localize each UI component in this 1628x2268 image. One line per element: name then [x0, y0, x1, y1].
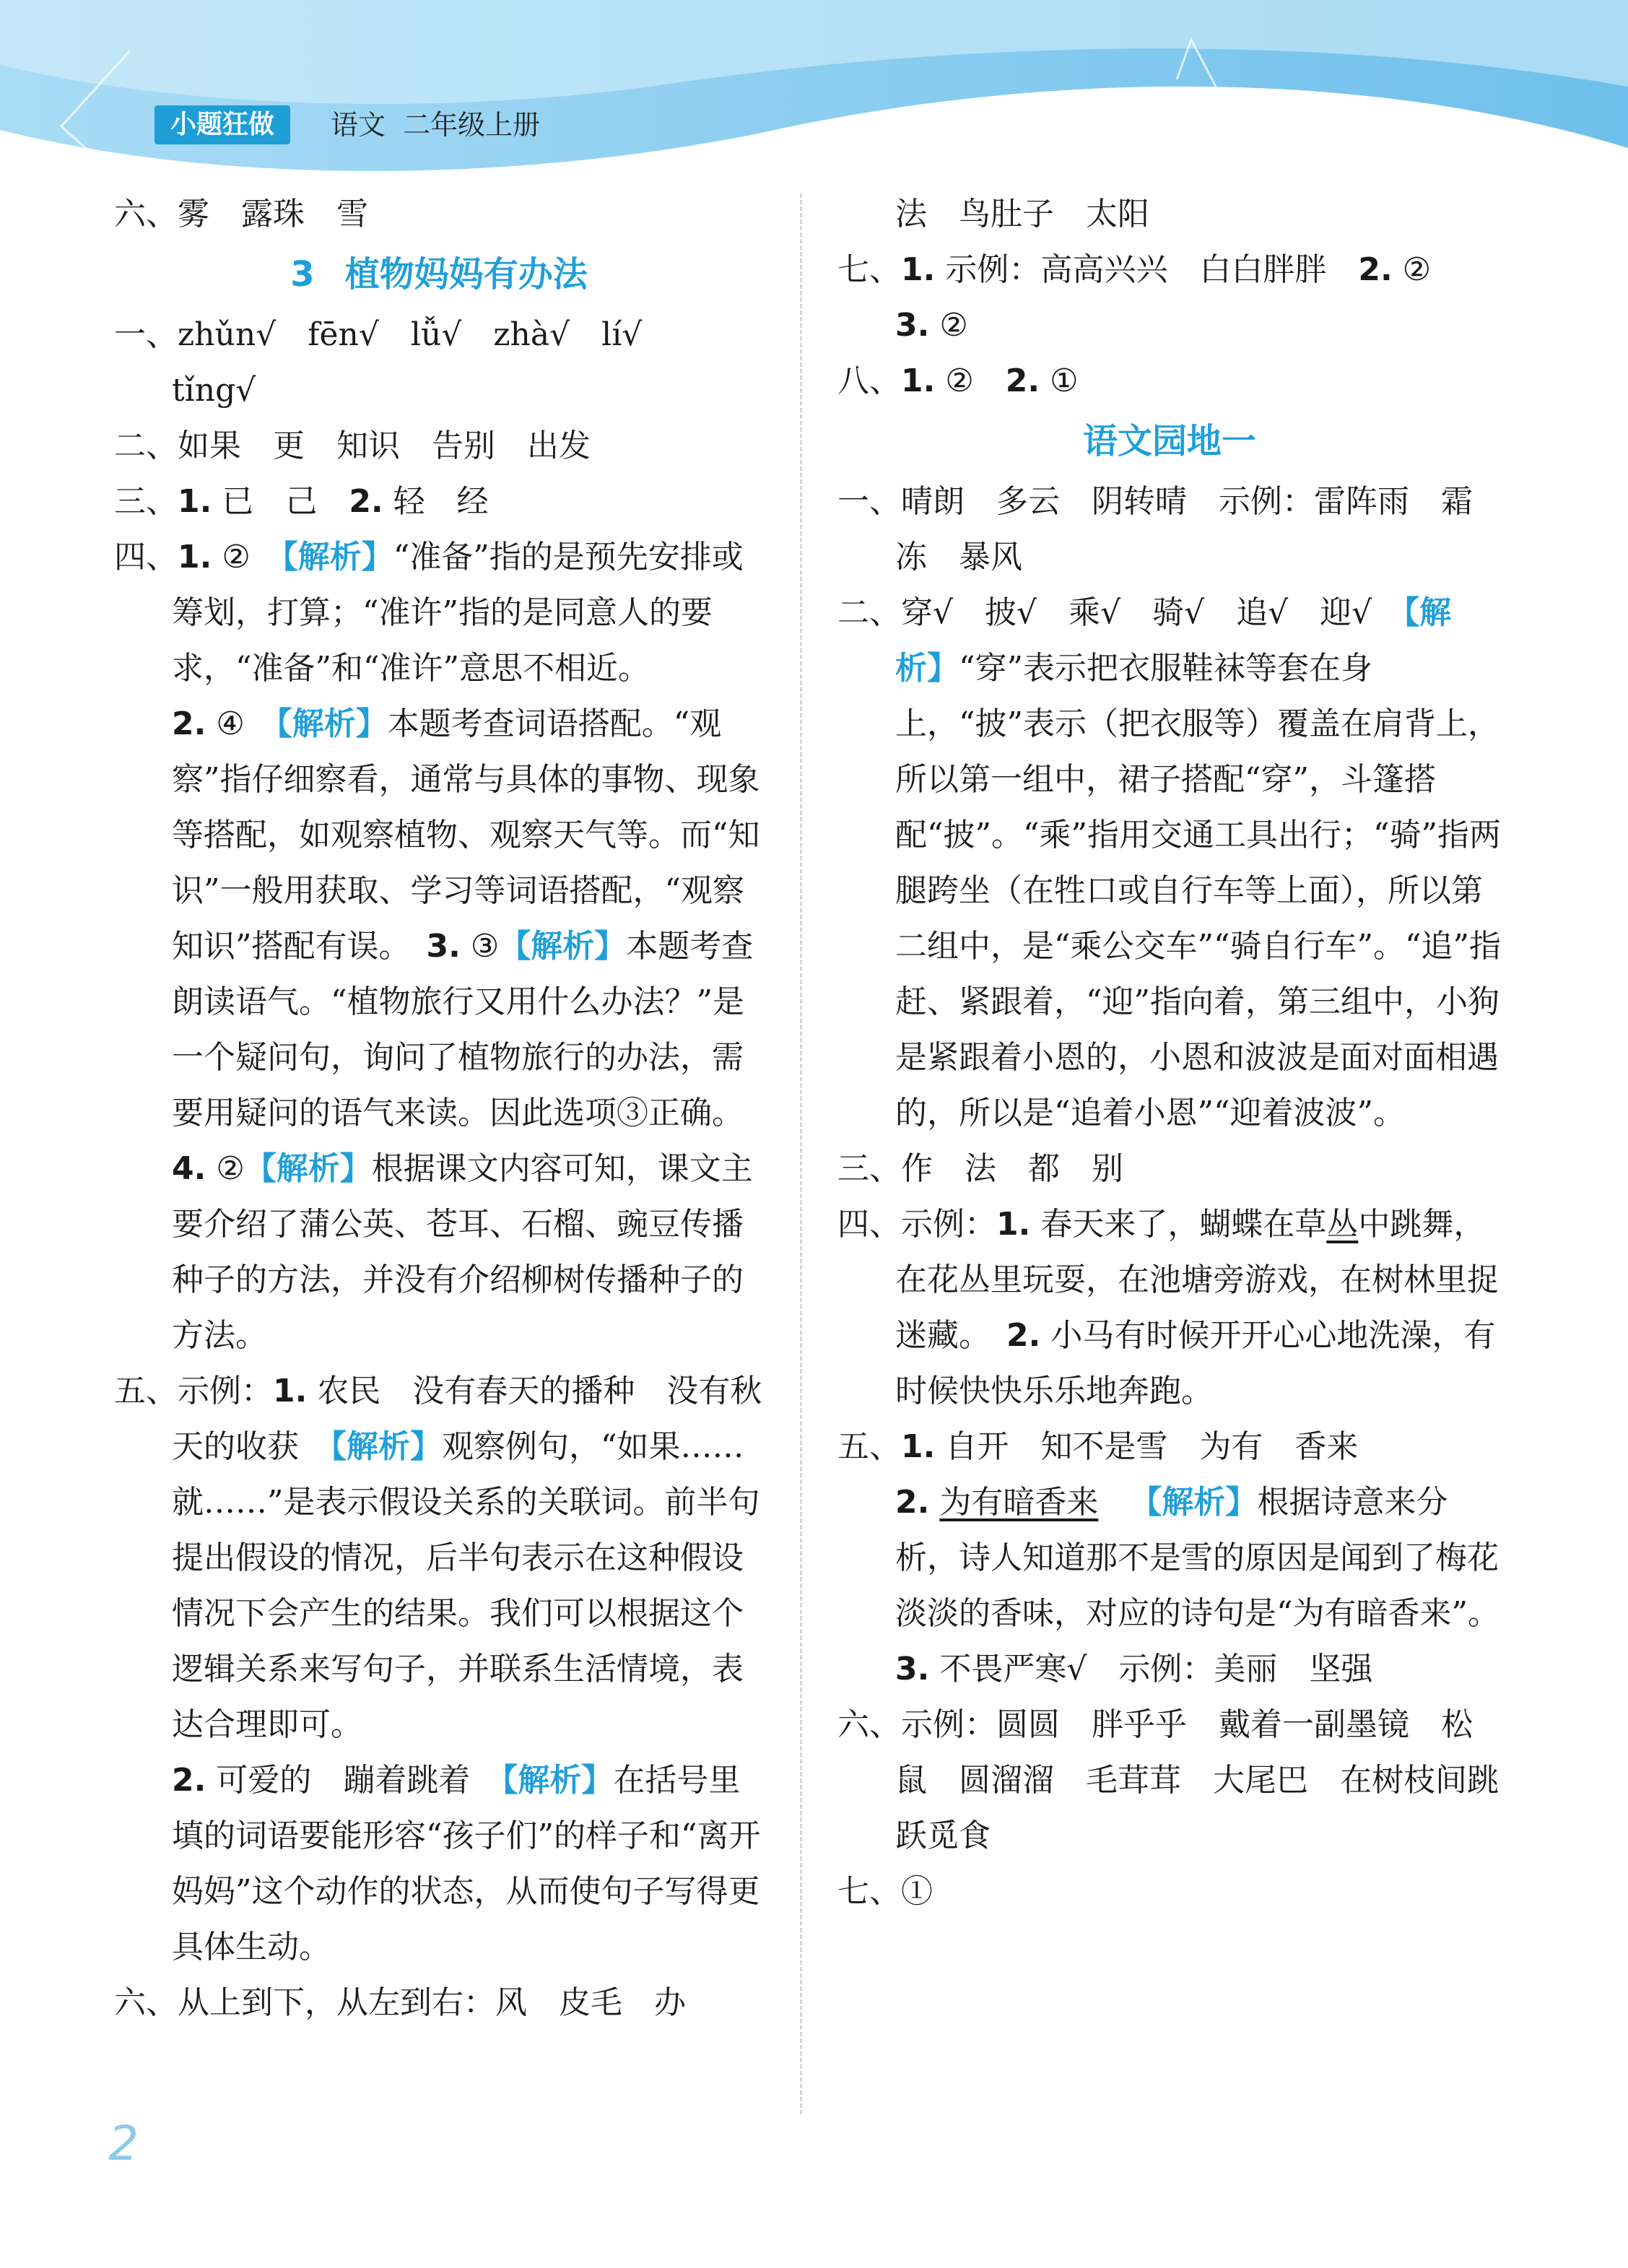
analysis-text: “穿”表示把衣服鞋袜等套在身上，“披”表示（把衣服等）覆盖在肩背上，所以第一组中，裙子搭配“穿”，斗篷搭配“披”。“乘”指用交通工具出行；“骑”指两腿跨坐（在牲口或自行车等上面），所以第二组中，是“乘公交车”“骑自行车”。“追”指赶、紧跟着，“迎”指向着，第三组中，小狗是紧跟着小恩的，小恩和波波是面对面相遇的，所以是“追着小恩”“迎着波波”。 — [895, 650, 1501, 1131]
right-column — [837, 186, 1515, 1919]
underlined-phrase: 为有暗香来 — [939, 1484, 1099, 1521]
item-num: 2. — [1005, 362, 1040, 399]
analysis-tag: 【解析】 — [499, 928, 627, 965]
item-num: 2. — [1358, 251, 1393, 288]
analysis-text: 观察例句，“如果……就……”是表示假设关系的关联词。前半句提出假设的情况，后半句表示在这种假设情况下会产生的结果。我们可以根据这个逻辑关系来写句子，并联系生活情境，表达合理即可。 — [172, 1428, 760, 1743]
item-text: ② — [206, 1150, 245, 1187]
analysis-text: 在括号里填的词语要能形容“孩子们”的样子和“离开妈妈”这个动作的状态，从而使句子写得更具体生动。 — [172, 1762, 761, 1965]
answer-item-5-1 — [837, 1419, 1502, 1474]
section-number: 3 — [290, 254, 315, 295]
item-num: 2. — [172, 1762, 206, 1799]
answer-item-7-3 — [837, 297, 1502, 353]
answer-item-4 — [837, 1196, 1502, 1419]
answer-line: tǐng√ — [172, 372, 256, 409]
answer-line: 六、从上到下，从左到右：风 皮毛 办 — [114, 1984, 686, 2021]
item-prefix: 八、 — [837, 362, 901, 399]
answer-item-3 — [114, 474, 764, 529]
answer-line: 三、作 法 都 别 — [837, 1150, 1123, 1187]
item-prefix: 四、示例： — [837, 1206, 996, 1243]
answer-item-5-2 — [837, 1474, 1515, 1697]
page-number: 2 — [108, 2116, 139, 2171]
answer-line: 一、晴朗 多云 阴转晴 示例：雷阵雨 霜冻 暴风 — [837, 483, 1473, 575]
item-num: 2. — [172, 705, 206, 742]
item-text: 不畏严寒√ 示例：美丽 坚强 — [929, 1651, 1373, 1687]
item-prefix: 七、 — [837, 251, 901, 288]
answer-item-4-2 — [114, 696, 764, 1363]
item-num: 4. — [172, 1150, 206, 1187]
answer-line: 二、如果 更 知识 告别 出发 — [114, 427, 591, 464]
analysis-text: “准备”指的是预先安排或筹划，打算；“准许”指的是同意人的要求，“准备”和“准许”意思不相近。 — [172, 539, 744, 687]
analysis-tag: 【解析】 — [331, 1428, 442, 1465]
item-prefix: 五、 — [837, 1428, 901, 1465]
answer-line: 法 鸟肚子 太阳 — [895, 196, 1149, 233]
item-prefix: 五、示例： — [114, 1373, 273, 1409]
item-num: 3. — [895, 1651, 930, 1687]
item-text: 示例：高高兴兴 白白胖胖 — [935, 251, 1359, 288]
item-text: 自开 知不是雪 为有 香来 — [935, 1428, 1359, 1465]
section-title-lesson-3 — [114, 242, 764, 307]
analysis-tag: 【解析】 — [502, 1762, 614, 1799]
item-num: 1. — [178, 539, 212, 575]
item-text: 春天来了，蝴蝶在草 — [1030, 1206, 1327, 1243]
brand-badge: 小题狂做 — [154, 105, 290, 144]
item-text: 中跳舞，在花丛里玩耍，在池塘旁游戏，在树林里捉迷藏。 — [895, 1206, 1499, 1354]
answer-item-2 — [837, 585, 1502, 1141]
answer-line: 七、① — [837, 1873, 933, 1910]
answer-item-5-1 — [114, 1363, 764, 1752]
section-title-text: 植物妈妈有办法 — [344, 254, 588, 295]
answer-line: 六、示例：圆圆 胖乎乎 戴着一副墨镜 松鼠 圆溜溜 毛茸茸 大尾巴 在树枝间跳跃觅食 — [837, 1706, 1499, 1854]
item-text: ① — [1040, 362, 1079, 399]
subject-label: 语文 二年级上册 — [331, 109, 541, 141]
item-text: 已 己 — [212, 483, 349, 520]
item-num: 2. — [895, 1484, 930, 1521]
analysis-tag: 【解析】 — [282, 539, 393, 575]
analysis-tag: 【解析】 — [1130, 1484, 1258, 1521]
item-num: 1. — [273, 1373, 308, 1409]
item-num: 3. — [895, 307, 930, 344]
item-num: 3. — [426, 928, 461, 965]
item-text: ④ — [206, 705, 277, 742]
analysis-text: 本题考查朗读语气。“植物旅行又用什么办法？”是一个疑问句，询问了植物旅行的办法，需要用疑问的语气来读。因此选项③正确。 — [172, 928, 759, 1131]
item-num: 1. — [178, 483, 212, 520]
item-num: 1. — [996, 1206, 1031, 1243]
answer-item-8 — [837, 353, 1502, 409]
item-text: ② — [929, 307, 968, 344]
item-num: 1. — [901, 1428, 936, 1465]
analysis-text: 根据课文内容可知，课文主要介绍了蒲公英、苍耳、石榴、豌豆传播种子的方法，并没有介绍柳树传播种子的方法。 — [172, 1150, 753, 1354]
item-text: ② — [935, 362, 1006, 399]
item-num: 2. — [349, 483, 383, 520]
item-text: 可爱的 蹦着跳着 — [206, 1762, 502, 1799]
item-text: ② — [212, 539, 282, 575]
answer-item-7 — [837, 242, 1502, 297]
item-text: 农民 没有春天的播种 没有秋天的收获 — [172, 1373, 762, 1465]
item-text: ③ — [460, 928, 500, 965]
column-divider — [800, 194, 802, 2114]
item-prefix: 三、 — [114, 483, 178, 520]
item-num: 2. — [1006, 1317, 1041, 1354]
analysis-text: 根据诗意来分析，诗人知道那不是雪的原因是闻到了梅花淡淡的香味，对应的诗句是“为有暗香来”。 — [895, 1484, 1515, 1632]
analysis-text: 本题考查词语搭配。“观察”指仔细察看，通常与具体的事物、现象等搭配，如观察植物、观察天气等。而“知识”一般用获取、学习等词语搭配，“观察知识”搭配有误。 — [172, 705, 760, 965]
left-column — [114, 186, 764, 2030]
answer-item-4-1 — [114, 529, 764, 696]
item-num: 1. — [901, 362, 936, 399]
analysis-tag: 【解析】 — [895, 594, 1452, 687]
item-text: 二、穿√ 披√ 乘√ 骑√ 追√ 迎√ — [837, 594, 1404, 631]
item-text: ② — [1392, 251, 1432, 288]
answer-item-5-2 — [114, 1752, 764, 1975]
analysis-tag: 【解析】 — [276, 705, 388, 742]
item-text: 轻 经 — [383, 483, 489, 520]
item-num: 1. — [901, 251, 936, 288]
answer-line: 一、zhǔn√ fēn√ lǚ√ zhà√ lí√ — [114, 316, 643, 353]
underlined-word: 丛 — [1326, 1206, 1359, 1243]
analysis-tag: 【解析】 — [244, 1150, 372, 1187]
item-text: 小马有时候开开心心地洗澡，有时候快快乐乐地奔跑。 — [895, 1317, 1496, 1409]
section-title-garden: 语文园地一 — [1082, 421, 1256, 461]
item-prefix: 四、 — [114, 539, 178, 575]
answer-line: 六、雾 露珠 雪 — [114, 196, 368, 233]
